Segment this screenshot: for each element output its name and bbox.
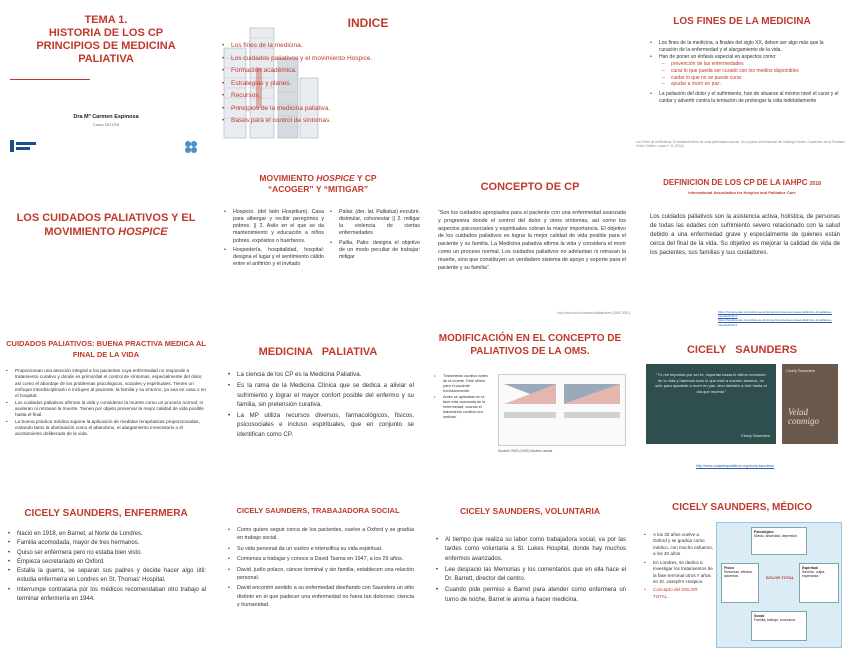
fines-subpoint: – prevención de las enfermedades [662,61,842,68]
title-rule [10,79,90,80]
index-item: • Estrategias y planes. [222,78,412,91]
slide-buena-practica [0,326,212,486]
cicely-title: CICELY SAUNDERS [686,344,798,356]
trabajadora-list [228,526,414,609]
index-item: • Formación académica. [222,65,412,78]
medico-list [644,532,714,600]
voluntaria-item: • Al tiempo que realiza su labor como trabajadora social, va por las tardes como voluntaria a St. Lukes Hospital, donde hay muchos enfermos avanzados. [436,536,626,564]
emblem-icon [184,140,198,154]
index-list [222,40,412,128]
iahpc-link[interactable]: https://hospicecare.com/what-we-do/projects/consensus-based-definition-of-palliative-care/definition/ [718,310,832,319]
paliar-def: • Paliar. (der. lat. Palliatus) encubrir, disimular, cohonestar || 2. mitigar la violencia de ciertas enfermedades [330,209,420,238]
medpal-title: MEDICINA PALIATIVA [258,346,378,358]
practica-item: • La buena práctica médica supone la aplicación de medidas terapéuticas proporcionadas, evitando tanto la obstinación como el abandono, el alargamiento innecesario o el acortamiento deliberado de la vida. [6,419,206,438]
trabajadora-item: • Como quiere seguir cerca de los pacientes, vuelve a Oxford y se gradúa en trabajo social. [228,526,414,543]
index-title: INDICE [347,16,389,30]
enfermera-item: • Empieza secretariado en Oxford. [8,558,206,567]
hospice-title-em: HOSPICE [316,173,355,183]
slide-trabajadora [212,486,424,655]
enfermera-item: • Interrumpe contrataria por los médicos recomendaban otro trabajo al terminar enfermería en 1944. [8,586,206,605]
concepto-title: CONCEPTO DE CP [480,181,580,193]
slide-concepto [424,163,636,326]
hospice-left [224,209,324,268]
book-cover [782,364,838,444]
index-item: • Los fines de la medicina. [222,40,412,53]
faculty-emblem [184,140,198,154]
practica-item: • Proporcionan una atención integral a los pacientes cuya enfermedad no responde a tratamiento curativo y donde es primordial el control de síntomas, especialmente del dolor, así como el abordaje de los problemas psicológicos, sociales y espirituales. Tienen un enfoque interdisciplinario e incluyen al paciente, la familia y su entorno, ya sea en casa o en el hospital. [6,368,206,400]
fines-subpoint: – cuidar lo que no se puede curar [662,75,842,82]
dolor-right-text: Sentido, culpa, esperanza [802,570,826,578]
trabajadora-item: • Comienza a trabajar y conoce a David Tasma en 1947, a los 29 años. [228,555,414,563]
quote-card [646,364,776,444]
iahpc-title-text: DEFINICION DE LOS CP DE LA IAHPC [663,178,808,187]
cicely-link[interactable]: http://www.cuidadospaliativos.org/cicely-saunders/ [696,464,775,468]
iahpc-year: 2018 [809,181,821,187]
oms-diagram [498,374,626,446]
dolor-left-label: Físico [724,566,735,570]
slide-voluntaria [424,486,636,655]
trabajadora-title: CICELY SAUNDERS, TRABAJADORA SOCIAL [236,506,400,515]
practica-list [6,368,206,438]
medpal-item: • Es la rama de la Medicina Clínica que se dedica a aliviar el sufrimiento y lograr el mayor confort posible del enfermo y su familia, sin pretensión curativa. [228,381,414,409]
enfermera-item: • Estalla la guerra, se separan sus padres y decide hacer algo útil: estudia enfermería en Londres en St. Thomas' Hospital. [8,567,206,586]
paliar-def: • Pallia, Palio: designa el objetivo de un modo peculiar de trabajar: mitigar [330,240,420,261]
quote-sign: Cicely Saunders [740,433,770,438]
iahpc-links [718,310,846,326]
slide-hospice [212,163,424,326]
trabajadora-item: • David, judío polaco, cáncer terminal y sin familia, establecen una relación personal. [228,566,414,583]
medico-item: • Concepto del DOLOR TOTAL. [644,587,714,600]
oms-item: • Tratamiento curativo antes de la muerte. Este último para el paciente exclusivamente. [434,374,492,395]
trabajadora-item: • David encontró sentido a su enfermedad diseñando con Saunders un sitio distinto en el que padecer una enfermedad no fuera tan doloroso: ciencia y humanidad. [228,584,414,609]
voluntaria-item: • Cuando pide permiso a Barret para atender como enfermera un turno de noche, Barret le anima a hacer medicina. [436,586,626,605]
author-name: Dra Mª Carmen Espinosa [73,114,139,120]
slide-title [0,0,212,163]
dolor-top-text: Miedo, ansiedad, depresión [754,534,798,538]
oms-list [434,374,492,420]
dolor-bottom-box [751,611,807,641]
slide-oms [424,326,636,486]
voluntaria-title: CICELY SAUNDERS, VOLUNTARIA [459,506,601,516]
enfermera-item: • Quiso ser enfermera pero no estaba bien visto. [8,549,206,558]
book-title: Velad conmigo [788,407,819,426]
medico-item: • A los 33 años vuelve a Oxford y se gradúa como médico, con mucho esfuerzo, a los 40 años [644,532,714,558]
slide-index [212,0,424,163]
fines-point: • Han de poner un énfasis especial en aspectos como: [650,54,840,61]
fines-list [650,40,840,60]
fines-point: • La paliación del dolor y el sufrimiento, han de situarse al mismo nivel el curar y el cuidar y advertir contra la tentación de prolongar la vida indebidamente [650,91,840,105]
enfermera-list [8,530,206,604]
dolor-top-label: Psicológico [754,530,774,534]
index-item: • Recursos. [222,90,412,103]
slide-cicely [636,326,848,486]
medpal-item: • La ciencia de los CP es la Medicina Paliativa. [228,370,414,379]
hospice-title [212,173,424,183]
oms-caption: Modelo OMS (1990) Modelo actual [498,449,553,453]
iahpc-subtitle: International Association for Hospice and Palliative Care [688,190,796,195]
hospice-subtitle: “ACOGER” Y “MITIGAR” [267,184,369,194]
dolor-right-label: Espiritual [802,566,818,570]
iahpc-definition: Los cuidados paliativos son la asistencia activa, holística, de personas de todas las edades con sufrimiento severo relacionado con la salud debido a una enfermedad grave y especialmente de quienes están cerca del final de la vida. Su objetivo es mejorar la calidad de vida de los pacientes, sus familias y sus cuidadores. [650,214,840,256]
index-item: • Bases para el control de síntomas. [222,115,412,128]
iahpc-title [636,178,848,187]
index-item: • Principios de la medicina paliativa. [222,103,412,116]
index-item: • Los cuidados paliativos y el movimiento Hospice. [222,53,412,66]
slide-fines [636,0,848,163]
medpal-item: • La MP utiliza recursos diversos, farmacológicos, físicos, psicosociales e incluso espirituales, que en conjunto se identifican como CP. [228,411,414,439]
medico-title: CICELY SAUNDERS, MÉDICO [671,502,813,513]
university-logo [10,139,36,151]
university-logo-icon [10,140,36,152]
concepto-quote: “Son los cuidados apropiados para el paciente con una enfermedad avanzada y progresiva donde el control del dolor y otros síntomas, así como los aspectos psicosociales y espirituales cobran la mayor importancia. El objetivo de los cuidados paliativos es lograr la mejor calidad de vida posible para el paciente y su familia. La Medicina paliativa afirma la vida y considera el morir como un proceso normal. Los cuidados paliativos no adelantan ni retrasan la muerte, sino que constituyen un verdadero sistema de apoyo y soporte para el paciente y su familia”. [438,210,626,271]
slide-medicina-paliativa [212,326,424,486]
trabajadora-item: • Su vida personal da un vuelco e intensifica su vida espiritual. [228,545,414,553]
dolor-center: DOLOR TOTAL [765,575,795,580]
movimiento-title [6,211,206,239]
slide-enfermera [0,486,212,655]
dolor-left-text: Síntomas, efectos adversos [724,570,753,578]
fines-sublist [662,61,842,88]
oms-item: • Antes se aplicaban en la fase más avanzada de la enfermedad, cuando el tratamiento curativo era ineficaz. [434,395,492,421]
enfermera-title: CICELY SAUNDERS, ENFERMERA [24,508,188,519]
dolor-left-box [721,563,759,603]
fines-list-2 [650,91,840,105]
fines-subpoint: – ayudar a morir en paz. [662,81,842,88]
iahpc-link[interactable]: https://hospicecare.com/what-we-do/projects/consensus-based-definition-of-palliative-care/definition/ [718,318,832,326]
voluntaria-item: • Lee despacio las Memorias y los comentarios que en ella hace el Dr. Barrett, director del centro. [436,566,626,585]
slide-movimiento [0,163,212,326]
slide-medico [636,486,848,655]
dolor-total-diagram [716,522,842,648]
oms-title: MODIFICACIÓN EN EL CONCEPTO DE PALIATIVOS DE LA OMS. [438,333,622,357]
hospice-title-a: MOVIMIENTO [259,173,315,183]
voluntaria-list [436,536,626,605]
hospice-def: • Hospicio. (del latín Hospitium). Casa para albergar y recibir peregrinos y pobres. || 2. Asilo en el que se da mantenimiento y educación a niños pobres, expósitos o huérfanos. [224,209,324,245]
movimiento-title-em: HOSPICE [118,226,168,238]
fines-point: • Los fines de la medicina, a finales del siglo XX, deben ser algo más que la curación de la enfermedad y el alargamiento de la vida. [650,40,840,54]
enfermera-item: • Familia acomodada, mayor de tres hermanos. [8,539,206,548]
book-author: Cicely Saunders [786,368,816,373]
dolor-right-box [799,563,839,603]
practica-title: CUIDADOS PALIATIVOS: BUENA PRACTIVA MEDICA AL FINAL DE LA VIDA [6,339,206,359]
movimiento-title-text: LOS CUIDADOS PALIATIVOS Y EL MOVIMIENTO [16,212,196,238]
medico-item: • En Londres, se dedica a investigar los tratamientos de la fase terminal otros 7 años en St. Joseph's Hospice. [644,560,714,586]
fines-title: LOS FINES DE LA MEDICINA [673,16,811,27]
fines-subpoint: – curar lo que pueda ser curado con los medios disponibles [662,68,842,75]
main-title: TEMA 1. HISTORIA DE LOS CP PRINCIPIOS DE MEDICINA PALIATIVA [36,14,176,65]
fines-footnote: Los Fines de la Medicina. El establecimiento de unas prioridades nuevas. Un proyecto internacional del Hastings Center. Cuadernos de la Fundació Víctor Grífols i Lucas nº 11 (2004) [636,140,845,149]
quote-text: "Tú me importas por ser tú, importas hasta el último momento de tu vida y haremos todo lo que esté a nuestro alcance, no sólo para ayudarte a morir en paz, sino también a vivir hasta el día que mueras" [655,372,767,394]
dolor-bottom-text: Familia, trabajo, economía [754,618,796,622]
concepto-foot: http://www.who.int/cancer/palliative/es/ (OMS 2002) [557,311,630,315]
medpal-list [228,370,414,439]
hospice-right [330,209,420,261]
dolor-bottom-label: Social [754,614,765,618]
enfermera-item: • Nació en 1918, en Barnet, al Norte de Londres. [8,530,206,539]
hospice-title-b: Y CP [356,173,377,183]
dolor-top-box [751,527,807,555]
course-year: Curso 2017/18 [92,122,120,127]
practica-item: • Los cuidados paliativos afirman la vida y consideran la muerte como un proceso normal; ni aceleran ni retrasan la muerte. Tienen por objeto preservar la mejor calidad de vida posible hasta el final. [6,400,206,419]
slide-iahpc [636,163,848,326]
hospice-def: • Hospedería, hospitalidad, hospital: designa el lugar y el sentimiento cálido entre el anfitrión y el invitado [224,247,324,268]
